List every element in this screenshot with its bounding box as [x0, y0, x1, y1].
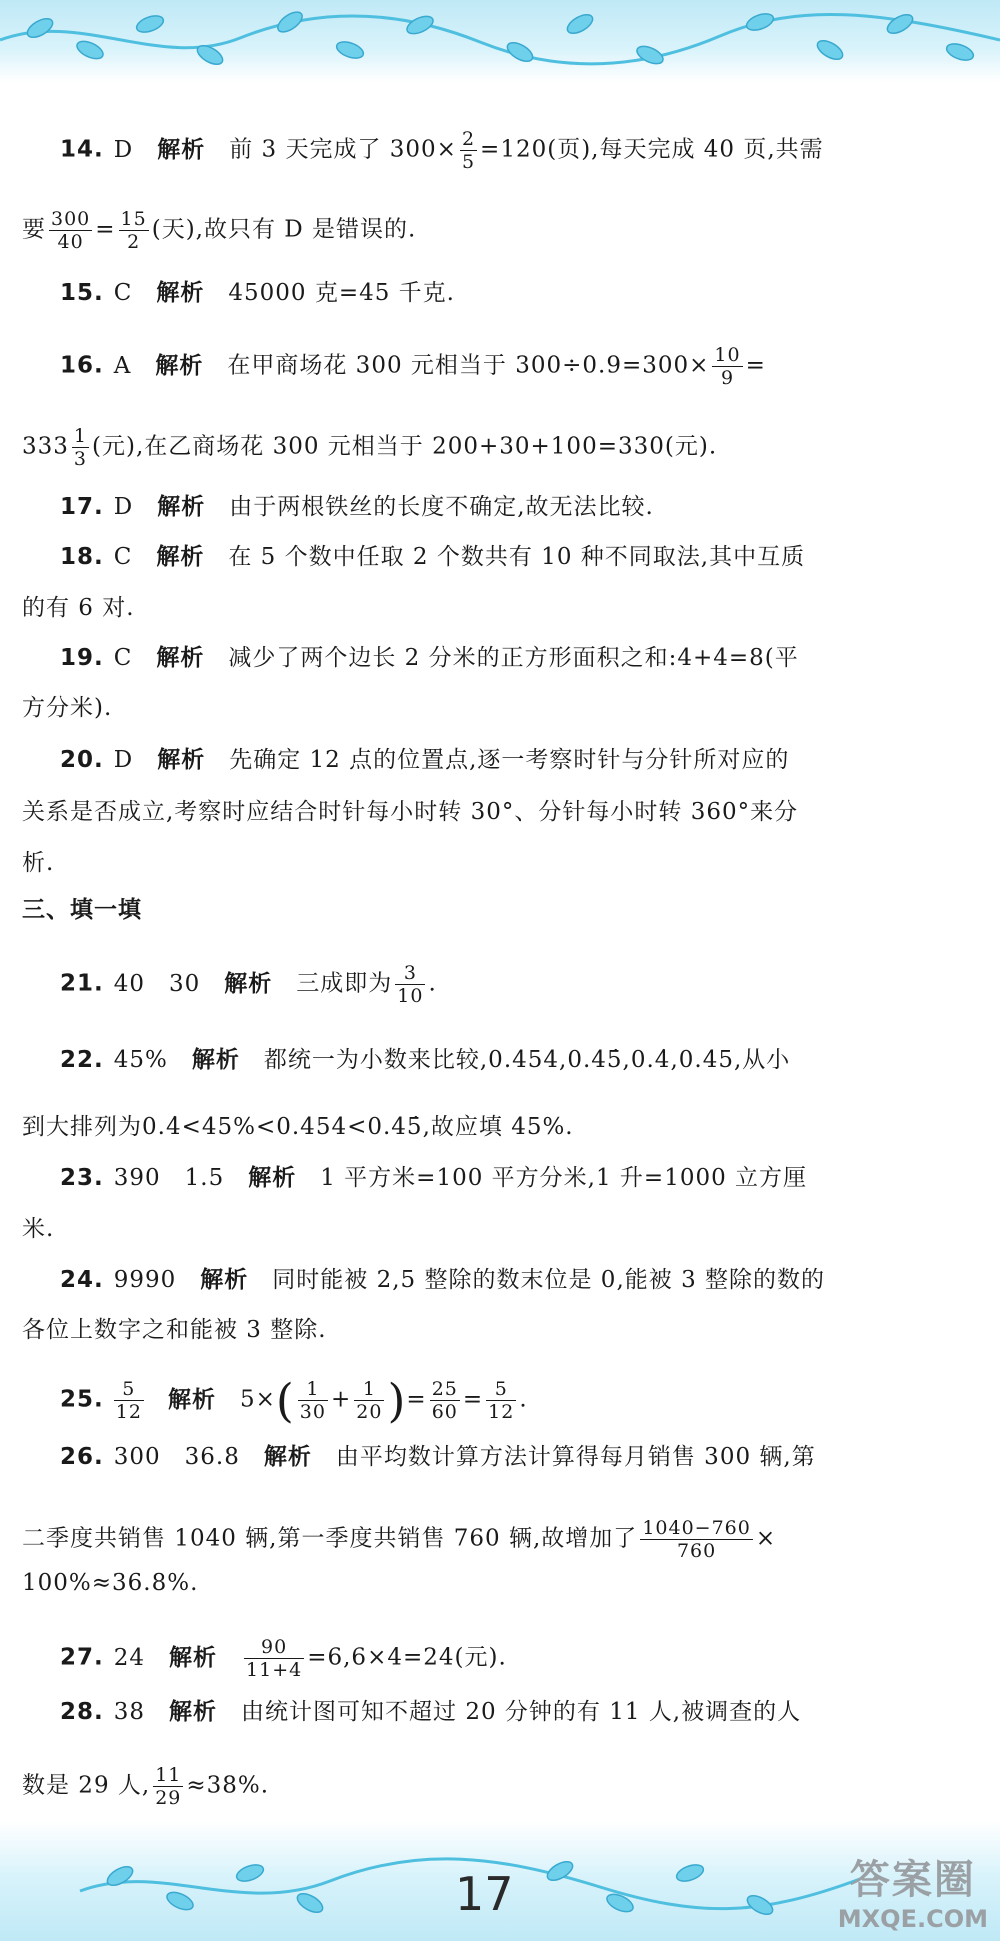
q14-answer: D	[113, 136, 134, 163]
fraction-numerator: 5	[486, 1378, 516, 1401]
q14-line2	[22, 208, 416, 253]
fraction-numerator: 1	[73, 425, 87, 447]
q24-number: 24.	[60, 1267, 104, 1293]
section-heading: 三、填一填	[22, 897, 142, 923]
q15-keyword: 解析	[156, 280, 205, 306]
q16-answer: A	[113, 352, 132, 379]
q19-line1	[60, 643, 799, 673]
q18-text: 在 5 个数中任取 2 个数共有 10 种不同取法,其中互质	[228, 544, 806, 570]
q25-text: )	[387, 1373, 407, 1428]
fraction-numerator: 1040−760	[642, 1517, 751, 1539]
q14-number: 14.	[60, 136, 104, 163]
q18-text: 的有 6 对.	[22, 595, 135, 621]
q26-fraction	[640, 1517, 753, 1562]
q28-line1	[60, 1697, 801, 1727]
q20-text: 先确定 12 点的位置点,逐一考察时针与分针所对应的	[229, 747, 790, 773]
q16-line2	[22, 425, 717, 470]
q26-answer: 300 36.8	[113, 1444, 240, 1470]
footer-decoration-band	[0, 1821, 1000, 1941]
q25-line1	[60, 1373, 528, 1428]
q25-fraction	[298, 1378, 328, 1423]
fraction-numerator: 25	[431, 1378, 458, 1400]
q22-keyword: 解析	[191, 1047, 240, 1073]
q16-keyword: 解析	[155, 352, 204, 379]
q28-answer: 38	[113, 1699, 146, 1725]
q26-text: 二季度共销售 1040 辆,第一季度共销售 760 辆,故增加了	[22, 1525, 638, 1552]
q19-line2	[22, 693, 112, 723]
q14-line1	[60, 128, 824, 173]
q25-keyword: 解析	[167, 1386, 216, 1413]
q14-fraction	[460, 128, 477, 173]
q19-keyword: 解析	[156, 645, 205, 671]
q26-line1	[60, 1442, 816, 1472]
q21-line1	[60, 962, 437, 1007]
fraction-denominator: 60	[431, 1401, 458, 1423]
q21-keyword: 解析	[224, 970, 273, 997]
q20-line2	[22, 797, 798, 827]
q19-number: 19.	[60, 645, 104, 671]
q20-number: 20.	[60, 747, 104, 773]
watermark-logo-text: 答案圈	[849, 1857, 976, 1903]
fraction-denominator: 760	[676, 1540, 717, 1562]
fraction-denominator: 30	[299, 1401, 326, 1423]
q16-number: 16.	[60, 352, 104, 379]
fraction-numerator: 90	[244, 1636, 304, 1659]
fraction-numerator: 3	[395, 962, 425, 985]
q26-text: ×	[755, 1525, 777, 1552]
q19-text: 减少了两个边长 2 分米的正方形面积之和:4+4=8(平	[228, 645, 799, 671]
q14-keyword: 解析	[157, 136, 206, 163]
q21-text: 三成即为	[296, 970, 393, 997]
fraction-denominator: 9	[720, 367, 735, 389]
q25-text: 5×	[239, 1386, 276, 1413]
q20-line3	[22, 848, 54, 878]
q16-fraction	[72, 425, 89, 470]
q14-text: =120(页),每天完成 40 页,共需	[480, 136, 824, 163]
q14-fraction	[119, 208, 149, 253]
q27-fraction	[244, 1636, 304, 1681]
q27-number: 27.	[60, 1644, 104, 1671]
q23-answer: 390 1.5	[113, 1165, 225, 1191]
q22-text: 都统一为小数来比较,0.454,0.45̇,0.4̇,0.45,从小	[263, 1047, 791, 1073]
fraction-numerator: 10	[714, 344, 741, 366]
q22-number: 22.	[60, 1047, 104, 1073]
q28-text: 由统计图可知不超过 20 分钟的有 11 人,被调查的人	[241, 1699, 802, 1725]
watermark-logo	[838, 1848, 988, 1933]
q16-line1	[60, 344, 766, 389]
q14-text: 要	[22, 216, 46, 243]
q17-keyword: 解析	[157, 494, 206, 520]
q23-text: 米.	[22, 1216, 55, 1242]
q17-number: 17.	[60, 494, 104, 520]
q21-text: .	[428, 970, 437, 997]
vine-ornament-icon	[0, 0, 1000, 82]
fraction-denominator: 12	[488, 1401, 515, 1423]
q14-text: (天),故只有 D 是错误的.	[151, 216, 417, 243]
q26-line2	[22, 1517, 776, 1562]
q24-text: 同时能被 2,5 整除的数末位是 0,能被 3 整除的数的	[272, 1267, 826, 1293]
fraction-denominator: 11+4	[246, 1659, 303, 1681]
q24-keyword: 解析	[200, 1267, 249, 1293]
q15-number: 15.	[60, 280, 104, 306]
fraction-denominator: 40	[57, 231, 84, 253]
q18-line1	[60, 542, 805, 572]
q28-text: 数是 29 人,	[22, 1772, 151, 1799]
q19-answer: C	[113, 645, 133, 671]
q25-fraction	[430, 1378, 460, 1423]
q26-line3	[22, 1568, 198, 1598]
q21-number: 21.	[60, 970, 104, 997]
q22-answer: 45%	[113, 1047, 168, 1073]
q15-text: 45000 克=45 千克.	[228, 280, 455, 306]
q28-text: ≈38%.	[186, 1772, 270, 1799]
q24-line1	[60, 1265, 825, 1295]
q16-text: (元),在乙商场花 300 元相当于 200+30+100=330(元).	[92, 433, 718, 460]
q22-text: 到大排列为0.4̇<45%<0.454<0.45̇,故应填 45%.	[22, 1114, 574, 1140]
q20-text: 关系是否成立,考察时应结合时针每小时转 30°、分针每小时转 360°来分	[22, 799, 799, 825]
q28-number: 28.	[60, 1699, 104, 1725]
watermark-url: MXQE.COM	[837, 1905, 988, 1933]
q17-answer: D	[113, 494, 134, 520]
fraction-numerator: 11	[155, 1764, 182, 1786]
q27-keyword: 解析	[169, 1644, 218, 1671]
q16-fraction	[712, 344, 742, 389]
q20-text: 析.	[22, 850, 55, 876]
q22-line2	[22, 1112, 574, 1142]
q25-text: .	[519, 1386, 528, 1413]
q24-text: 各位上数字之和能被 3 整除.	[22, 1317, 327, 1343]
fraction-numerator: 1	[298, 1378, 328, 1401]
fraction-numerator: 300	[51, 208, 91, 230]
q24-line2	[22, 1315, 327, 1345]
q26-keyword: 解析	[263, 1444, 312, 1470]
fraction-denominator: 5	[461, 151, 476, 173]
q25-answer	[114, 1378, 144, 1423]
q26-number: 26.	[60, 1444, 104, 1470]
q25-text: =	[406, 1386, 427, 1413]
q14-fraction	[49, 208, 92, 253]
q28-line2	[22, 1764, 269, 1809]
fraction-denominator: 3	[73, 448, 87, 470]
q23-line1	[60, 1163, 807, 1193]
q18-answer: C	[113, 544, 133, 570]
fraction-denominator: 2	[127, 231, 141, 253]
q26-text: 由平均数计算方法计算得每月销售 300 辆,第	[335, 1444, 816, 1470]
q18-keyword: 解析	[156, 544, 205, 570]
q26-text: 100%≈36.8%.	[22, 1570, 199, 1596]
q27-line1	[60, 1636, 507, 1681]
q16-text: =	[745, 352, 766, 379]
fraction-denominator: 29	[155, 1787, 182, 1809]
q25-text: (	[275, 1373, 295, 1428]
q15-answer: C	[113, 280, 133, 306]
q20-keyword: 解析	[157, 747, 206, 773]
q25-text: +	[330, 1386, 352, 1413]
q25-fraction	[486, 1378, 516, 1423]
q21-fraction	[395, 962, 425, 1007]
q19-text: 方分米).	[22, 695, 113, 721]
fraction-numerator: 5	[114, 1378, 144, 1401]
q21-answer: 40 30	[113, 970, 201, 997]
q14-text: 前 3 天完成了 300×	[229, 136, 457, 163]
q23-line2	[22, 1214, 54, 1244]
q27-answer: 24	[113, 1644, 146, 1671]
q25-text: =	[462, 1386, 484, 1413]
q17-text: 由于两根铁丝的长度不确定,故无法比较.	[229, 494, 654, 520]
q20-answer: D	[113, 747, 134, 773]
q20-line1	[60, 745, 789, 775]
q17-line1	[60, 492, 654, 522]
q25-number: 25.	[60, 1386, 104, 1413]
q18-line2	[22, 593, 135, 623]
fraction-denominator: 12	[115, 1401, 142, 1423]
q28-fraction	[153, 1764, 183, 1809]
header-decoration-band	[0, 0, 1000, 82]
q27-text: =6,6×4=24(元).	[307, 1644, 507, 1671]
q14-text: =	[95, 216, 116, 243]
fraction-denominator: 10	[397, 985, 424, 1007]
q28-keyword: 解析	[169, 1699, 218, 1725]
fraction-denominator: 20	[356, 1401, 383, 1423]
q18-number: 18.	[60, 544, 104, 570]
q25-fraction	[354, 1378, 384, 1423]
q16-text: 在甲商场花 300 元相当于 300÷0.9=300×	[227, 352, 710, 379]
fraction-numerator: 2	[461, 128, 476, 150]
q23-keyword: 解析	[248, 1165, 297, 1191]
q24-answer: 9990	[113, 1267, 177, 1293]
q23-text: 1 平方米=100 平方分米,1 升=1000 立方厘	[320, 1165, 808, 1191]
q22-line1	[60, 1045, 790, 1075]
q15-line1	[60, 278, 455, 308]
page-number: 17	[455, 1867, 514, 1921]
fraction-numerator: 15	[120, 208, 147, 230]
fraction-numerator: 1	[354, 1378, 384, 1401]
q23-number: 23.	[60, 1165, 104, 1191]
q16-text: 333	[22, 433, 69, 460]
